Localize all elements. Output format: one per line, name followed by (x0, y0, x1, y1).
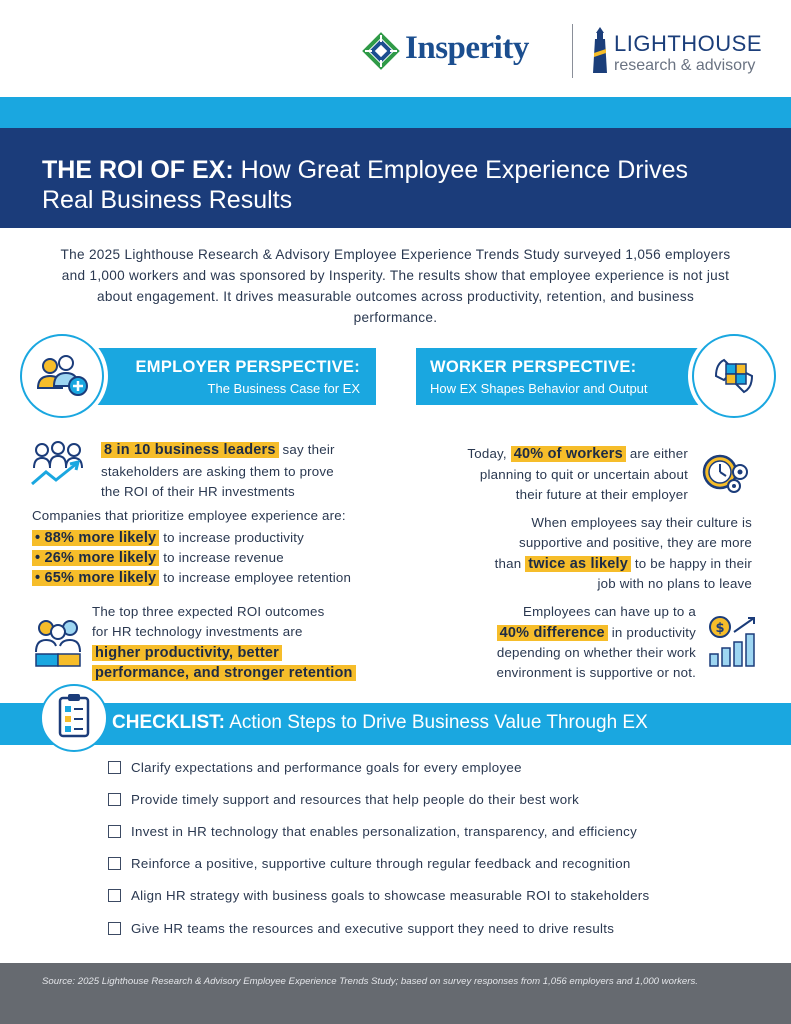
likelihood-item (32, 568, 412, 588)
leaders-stat-line3: the ROI of their HR investments (101, 484, 295, 499)
checkbox[interactable] (108, 889, 121, 902)
checkbox[interactable] (108, 922, 121, 935)
checkbox[interactable] (108, 825, 121, 838)
roi-highlight-line2 (92, 663, 402, 683)
clock-gears-icon (700, 450, 756, 496)
productivity-stat-line3: depending on whether their work (496, 645, 696, 660)
checklist-item-text: Invest in HR technology that enables personalization, transparency, and efficiency (131, 824, 638, 839)
roi-line1: The top three expected ROI outcomes (92, 604, 325, 619)
employer-heading: EMPLOYER PERSPECTIVE: (135, 358, 360, 376)
productivity-stat-line1: Employees can have up to a (523, 604, 696, 619)
leaders-highlight: 8 in 10 business leaders (101, 442, 279, 458)
people-group-plus-icon (22, 336, 102, 416)
clipboard-checklist-icon (42, 686, 106, 750)
roi-line2: for HR technology investments are (92, 624, 303, 639)
svg-text:$: $ (715, 621, 725, 636)
page-title (42, 155, 742, 215)
roi-highlight-line1 (92, 643, 402, 663)
puzzle-hands-icon (694, 336, 774, 416)
employer-subheading: The Business Case for EX (207, 381, 360, 396)
lighthouse-tagline: research & advisory (614, 57, 756, 74)
productivity-text-post: in productivity (611, 625, 696, 640)
insperity-wordmark: Insperity (405, 30, 529, 66)
checklist-item-text: Give HR teams the resources and executive support they need to drive results (131, 921, 615, 936)
lighthouse-wordmark: LIGHTHOUSE (614, 31, 763, 56)
roi-highlight: performance, and stronger retention (92, 665, 356, 681)
likelihood-text: to increase employee retention (163, 570, 352, 585)
quit-stat-line2: planning to quit or uncertain about (479, 467, 688, 482)
leaders-text-1: say their (282, 442, 335, 457)
quit-stat-line1 (410, 444, 688, 464)
checkbox[interactable] (108, 793, 121, 806)
employer-icon-badge (20, 334, 104, 418)
checkbox[interactable] (108, 761, 121, 774)
quit-stat (410, 444, 688, 505)
source-note: Source: 2025 Lighthouse Research & Advisory Employee Experience Trends Study; based on survey responses from 1,056 employers and 1,000 workers. (42, 976, 698, 987)
checklist-item-text: Provide timely support and resources that help people do their best work (131, 792, 580, 807)
worker-perspective-header (416, 348, 726, 405)
checklist-item-text: Clarify expectations and performance goals for every employee (131, 760, 522, 775)
logo-divider (572, 24, 573, 78)
likelihood-highlight: • 65% more likely (32, 570, 159, 586)
checklist-item-text: Align HR strategy with business goals to showcase measurable ROI to stakeholders (131, 888, 650, 903)
intro-paragraph: The 2025 Lighthouse Research & Advisory Employee Experience Trends Study surveyed 1,056 employers and 1,000 workers and was sponsored by Insperity. The results show that employee experience is not just about engagement. It drives measurable outcomes across productivity, retention, and business performance. (60, 247, 731, 325)
team-puzzle-icon (28, 614, 88, 670)
checklist-item-text: Reinforce a positive, supportive culture through regular feedback and recognition (131, 856, 631, 871)
checklist-title-bold: CHECKLIST: (112, 712, 225, 733)
title-bold: THE ROI OF EX: (42, 156, 234, 184)
likelihood-item (32, 528, 412, 548)
culture-stat (412, 513, 752, 594)
worker-subheading: How EX Shapes Behavior and Output (430, 381, 648, 396)
likelihood-list (32, 528, 412, 588)
culture-stat-line1: When employees say their culture is (531, 515, 752, 530)
insperity-logo-icon (362, 32, 400, 70)
productivity-stat (420, 602, 696, 683)
likelihood-text: to increase productivity (163, 530, 305, 545)
culture-stat-line2: supportive and positive, they are more (518, 535, 752, 550)
productivity-highlight: 40% difference (497, 625, 608, 641)
culture-text-post: to be happy in their (634, 556, 752, 571)
dollar-bar-chart-icon (706, 614, 760, 668)
leaders-stat-line2: stakeholders are asking them to prove (101, 464, 334, 479)
culture-stat-line3 (412, 554, 752, 574)
checklist-title-rest: Action Steps to Drive Business Value Through EX (229, 712, 648, 733)
leaders-stat-line1 (101, 440, 391, 460)
likelihood-highlight: • 26% more likely (32, 550, 159, 566)
culture-text-pre: than (494, 556, 522, 571)
roi-outcomes (92, 602, 402, 683)
worker-heading: WORKER PERSPECTIVE: (430, 358, 637, 376)
people-growth-arrow-icon (28, 438, 90, 490)
roi-highlight: higher productivity, better (92, 645, 282, 661)
productivity-stat-line4: environment is supportive or not. (496, 665, 696, 680)
quit-stat-line3: their future at their employer (515, 487, 688, 502)
lighthouse-logo-icon (590, 27, 610, 73)
quit-text-pre: Today, (467, 446, 507, 461)
leaders-stat (101, 440, 391, 502)
quit-highlight: 40% of workers (511, 446, 626, 462)
likelihood-text: to increase revenue (163, 550, 284, 565)
culture-highlight: twice as likely (525, 556, 631, 572)
checklist-title (112, 712, 648, 734)
culture-stat-line4: job with no plans to leave (597, 576, 752, 591)
checkbox[interactable] (108, 857, 121, 870)
checklist-icon-badge (40, 684, 108, 752)
employer-perspective-header (90, 348, 376, 405)
header-logos (0, 22, 791, 82)
productivity-stat-line2 (420, 623, 696, 643)
top-accent-band (0, 97, 791, 128)
companies-intro: Companies that prioritize employee experience are: (32, 508, 346, 523)
likelihood-item (32, 548, 412, 568)
worker-icon-badge (692, 334, 776, 418)
footer-band (0, 963, 791, 1024)
quit-text-post: are either (629, 446, 688, 461)
title-rest: How Great Employee Experience Drives Real Business Results (42, 156, 689, 214)
likelihood-highlight: • 88% more likely (32, 530, 159, 546)
